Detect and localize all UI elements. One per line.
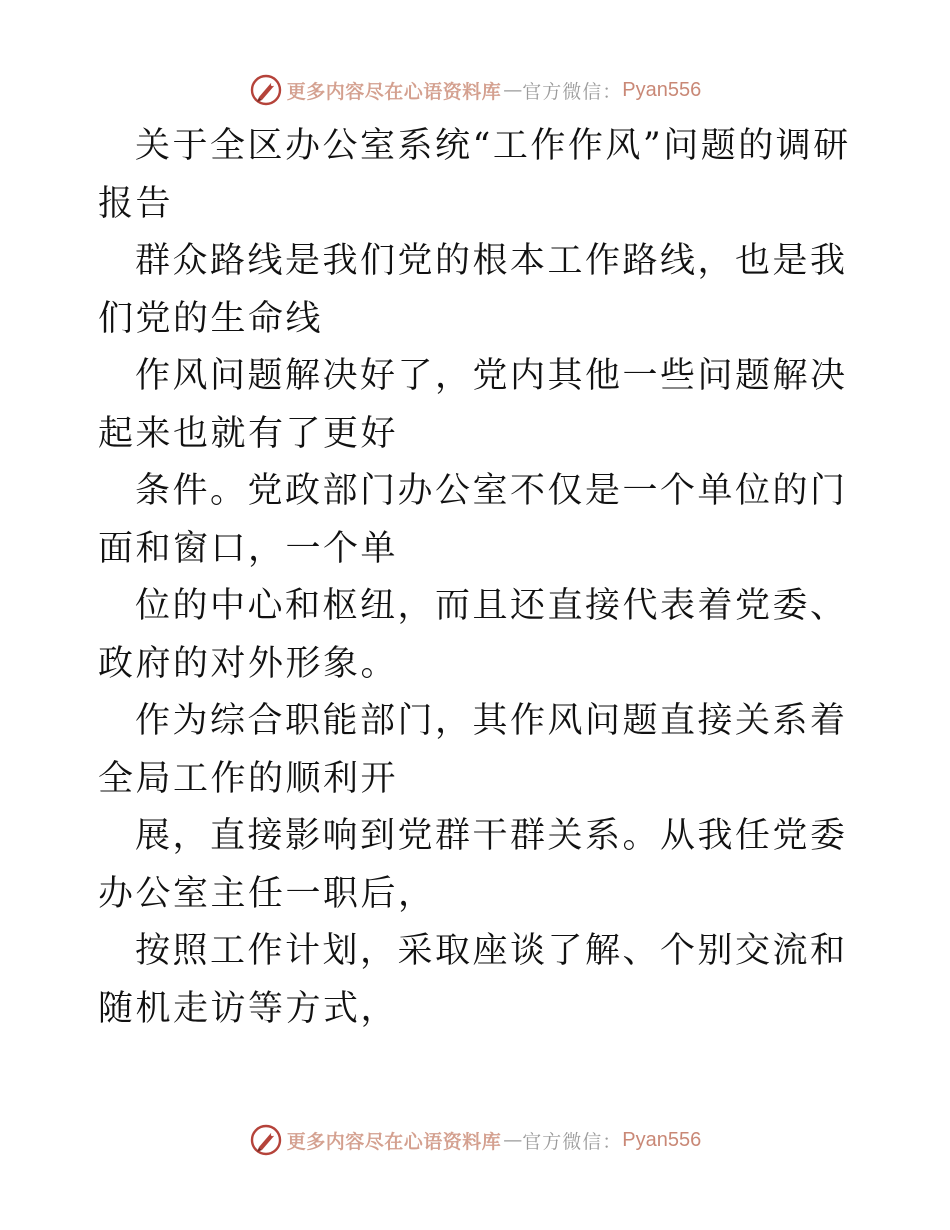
document-title: 关于全区办公室系统“工作作风”问题的调研报告 (98, 126, 851, 224)
paragraph: 按照工作计划，采取座谈了解、个别交流和随机走访等方式， (98, 931, 848, 1029)
header-watermark (0, 70, 950, 110)
watermark-main-text: 更多内容尽在心语资料库 (286, 1130, 502, 1153)
document-body (98, 118, 858, 1038)
watermark-text (287, 77, 702, 104)
watermark-text (287, 1127, 702, 1154)
footer-watermark (0, 1120, 950, 1160)
watermark-main-text: 更多内容尽在心语资料库 (286, 80, 502, 103)
paragraph: 群众路线是我们党的根本工作路线，也是我们党的生命线 (98, 241, 848, 339)
watermark-separator: — (503, 79, 523, 101)
watermark-wechat-id: Pyan556 (622, 1128, 702, 1151)
paragraph: 位的中心和枢纽，而且还直接代表着党委、政府的对外形象。 (98, 586, 848, 684)
watermark-wechat-id: Pyan556 (622, 78, 702, 101)
watermark-wechat-label: 官方微信： (522, 1130, 623, 1153)
watermark-wechat-label: 官方微信： (522, 80, 623, 103)
paragraph: 条件。党政部门办公室不仅是一个单位的门面和窗口，一个单 (98, 471, 848, 569)
paragraph: 展，直接影响到党群干群关系。从我任党委办公室主任一职后， (98, 816, 848, 914)
paragraph: 作为综合职能部门，其作风问题直接关系着全局工作的顺利开 (98, 701, 848, 799)
watermark-separator: — (503, 1129, 523, 1151)
paragraph: 作风问题解决好了，党内其他一些问题解决起来也就有了更好 (98, 356, 848, 454)
pen-logo-icon (249, 1123, 283, 1157)
pen-logo-icon (249, 73, 283, 107)
